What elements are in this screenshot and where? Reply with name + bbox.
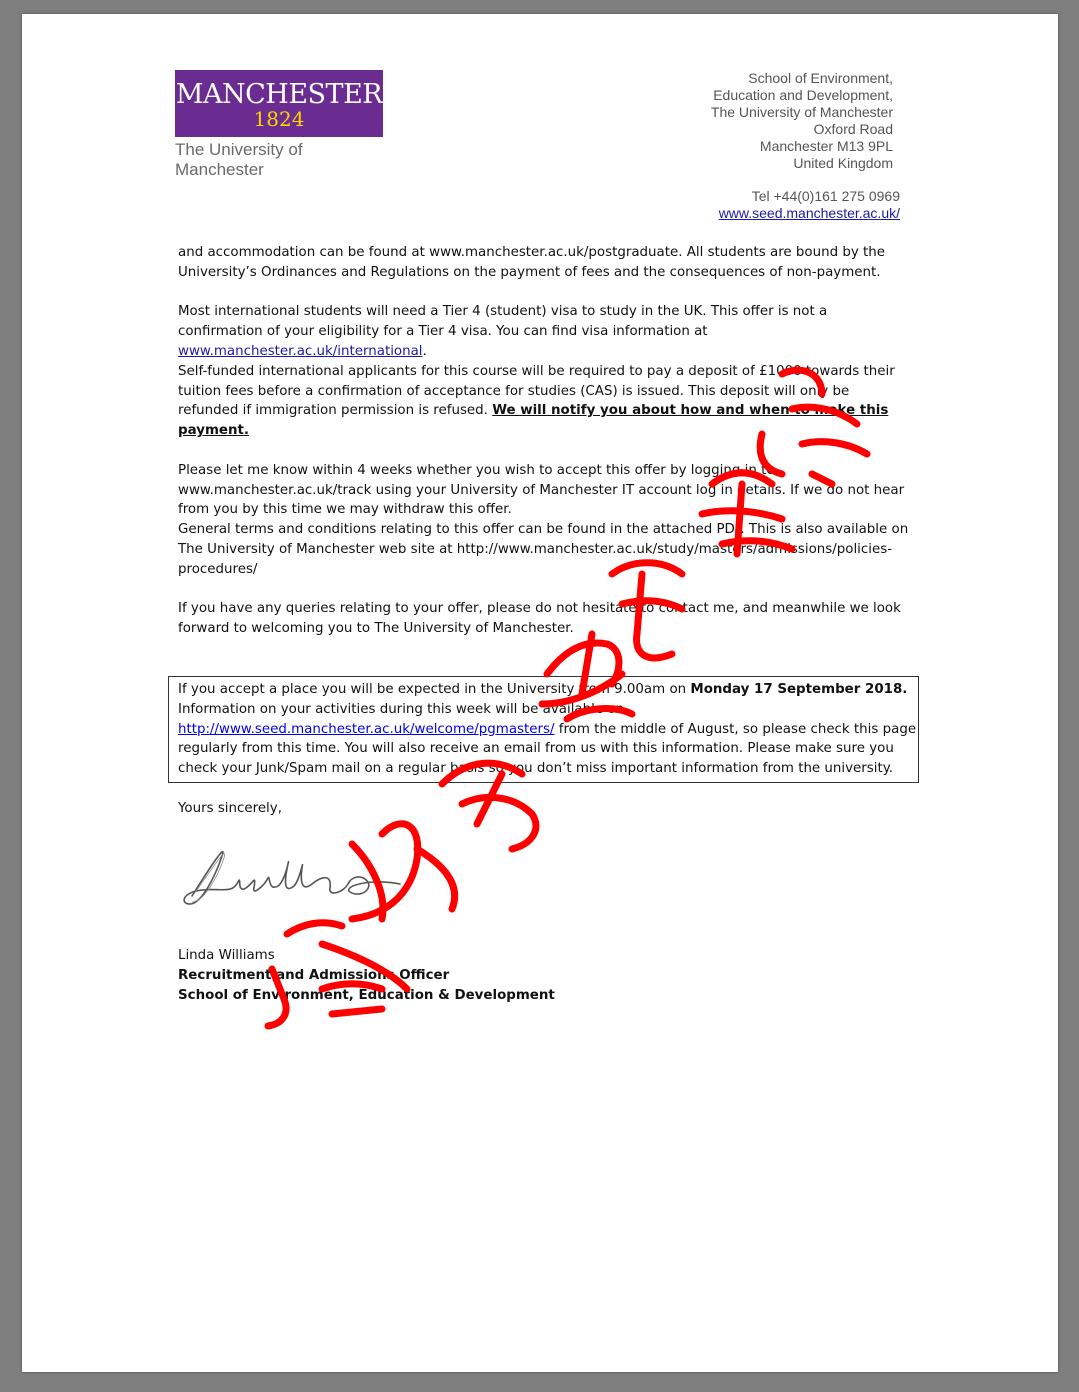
deposit-text: Self-funded international applicants for this course will be required to pay a deposit of £1000 towards their tuition fees before a confirmation of acceptance for studies (CAS) is issued. This deposit will only be refunded if immigration permission is refused.	[178, 363, 895, 419]
logo-name: MANCHESTER	[175, 79, 383, 110]
fees-paragraph: and accommodation can be found at www.manchester.ac.uk/postgraduate. All students are bound by the University’s Ordinances and Regulations on the payment of fees and the consequences of non-payment.	[178, 245, 885, 280]
signature-image	[172, 834, 412, 914]
start-date: Monday 17 September 2018.	[690, 682, 908, 697]
visa-paragraph	[178, 302, 913, 441]
signer-department: School of Environment, Education & Development	[178, 987, 555, 1003]
accept-paragraph	[178, 461, 913, 580]
accept-text: Please let me know within 4 weeks whether you wish to accept this offer by logging in to www.manchester.ac.uk/track using your University of Manchester IT account log in details. If we do not hear from you by this time we may withdraw this offer.	[178, 462, 905, 518]
university-logo	[175, 70, 383, 137]
address-line: Manchester M13 9PL	[759, 138, 893, 154]
letter-body	[178, 243, 913, 659]
notice-text: Information on your activities during this week will be available on	[178, 701, 625, 717]
address-line: School of Environment,	[748, 70, 893, 86]
notice-text: If you accept a place you will be expected in the University from 9.00am on	[178, 682, 691, 697]
welcome-notice-box	[168, 676, 919, 783]
address-line: Oxford Road	[813, 121, 893, 137]
logo-subtitle: The University of Manchester	[175, 140, 303, 179]
queries-paragraph: If you have any queries relating to your offer, please do not hesitate to contact me, and meanwhile we look forward to welcoming you to The University of Manchester.	[178, 601, 901, 637]
international-link[interactable]: www.manchester.ac.uk/international	[178, 343, 423, 359]
visa-text: Most international students will need a Tier 4 (student) visa to study in the UK. This offer is not a confirmation of your eligibility for a Tier 4 visa. You can find visa information at	[178, 304, 828, 340]
visa-text-end: .	[422, 343, 427, 359]
signer-block	[178, 946, 555, 1005]
signer-title: Recruitment and Admissions Officer	[178, 967, 450, 983]
phone-number: Tel +44(0)161 275 0969	[751, 188, 900, 204]
address-line: The University of Manchester	[710, 104, 893, 120]
logo-year: 1824	[253, 107, 305, 131]
closing: Yours sincerely,	[178, 801, 282, 816]
signature-stroke	[184, 852, 400, 904]
notice-text: from the middle of August, so please check this page regularly from this time. You will also receive an email from us with this information. Please make sure you check your Junk/Spam mail on a regular basis so you don’t miss important information from the university.	[178, 721, 917, 777]
terms-text: General terms and conditions relating to this offer can be found in the attached PDF. This is also available on The University of Manchester web site at http://www.manchester.ac.uk/study/masters/admissions/policies-procedures/	[178, 522, 909, 577]
letter-page	[22, 14, 1058, 1372]
welcome-link[interactable]: http://www.seed.manchester.ac.uk/welcome/pgmasters/	[178, 721, 555, 737]
payment-notice: We will notify you about how and when to make this payment.	[178, 403, 889, 439]
address-line: United Kingdom	[793, 155, 893, 171]
address-line: Education and Development,	[713, 87, 893, 103]
sender-address	[711, 70, 893, 172]
signer-name: Linda Williams	[178, 948, 275, 963]
website-link[interactable]: www.seed.manchester.ac.uk/	[718, 205, 900, 221]
sender-contact	[719, 188, 900, 222]
